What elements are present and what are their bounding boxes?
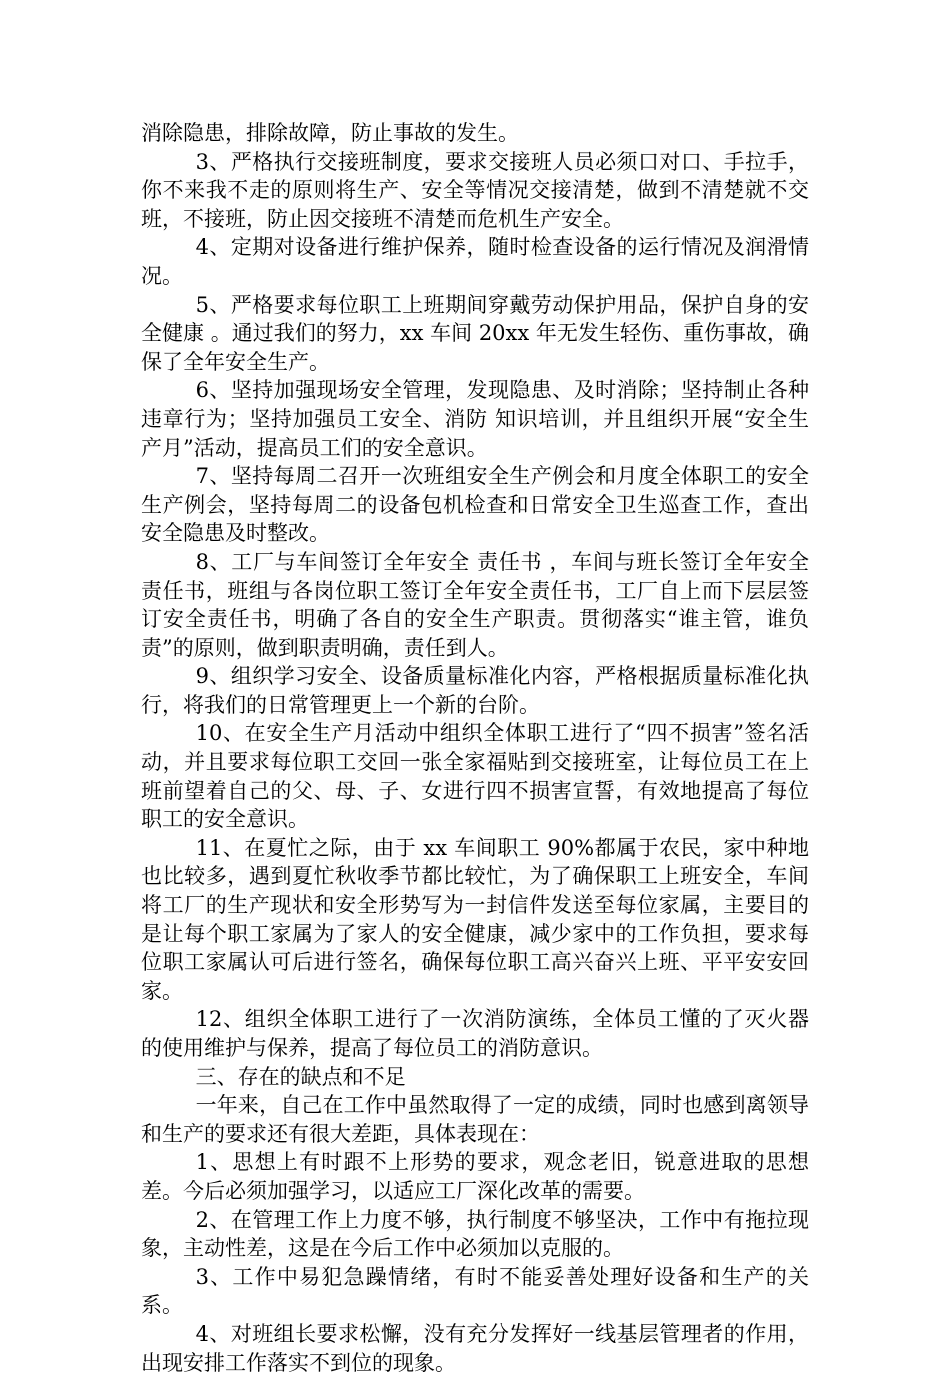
paragraph-8: 9、组织学习安全、设备质量标准化内容，严格根据质量标准化执行，将我们的日常管理更上一个新的台阶。 bbox=[141, 664, 809, 717]
paragraph-15: 2、在管理工作上力度不够，执行制度不够坚决，工作中有拖拉现象，主动性差，这是在今后工作中必须加以克服的。 bbox=[141, 1207, 809, 1261]
paragraph-3: 4、定期对设备进行维护保养，随时检查设备的运行情况及润滑情况。 bbox=[141, 235, 809, 288]
paragraph-16: 3、工作中易犯急躁情绪，有时不能妥善处理好设备和生产的关系。 bbox=[141, 1264, 809, 1318]
paragraph-1: 消除隐患，排除故障，防止事故的发生。 bbox=[141, 121, 519, 145]
paragraph-5: 6、坚持加强现场安全管理，发现隐患、及时消除；坚持制止各种违章行为；坚持加强员工安全、消防 知识培训，并且组织开展“安全生产月”活动，提高员工们的安全意识。 bbox=[141, 378, 809, 460]
document-page bbox=[141, 119, 809, 1377]
paragraph-6: 7、坚持每周二召开一次班组安全生产例会和月度全体职工的安全生产例会，坚持每周二的设备包机检查和日常安全卫生巡查工作，查出安全隐患及时整改。 bbox=[141, 464, 809, 546]
section-heading-shortcomings: 三、存在的缺点和不足 bbox=[195, 1064, 406, 1089]
paragraph-13: 一年来，自己在工作中虽然取得了一定的成绩，同时也感到离领导和生产的要求还有很大差距，具体表现在： bbox=[141, 1093, 809, 1146]
paragraph-14: 1、思想上有时跟不上形势的要求，观念老旧，锐意进取的思想差。今后必须加强学习，以适应工厂深化改革的需要。 bbox=[141, 1150, 809, 1203]
paragraph-7: 8、工厂与车间签订全年安全 责任书 ，车间与班长签订全年安全责任书，班组与各岗位职工签订全年安全责任书，工厂自上而下层层签订安全责任书，明确了各自的安全生产职责。贯彻落实“谁主管，谁负责”的原则，做到职责明确，责任到人。 bbox=[141, 549, 809, 660]
paragraph-4: 5、严格要求每位职工上班期间穿戴劳动保护用品，保护自身的安全健康 。通过我们的努力，xx 车间 20xx 年无发生轻伤、重伤事故，确保了全年安全生产。 bbox=[141, 292, 809, 374]
paragraph-2: 3、严格执行交接班制度，要求交接班人员必须口对口、手拉手，你不来我不走的原则将生产、安全等情况交接清楚，做到不清楚就不交班，不接班，防止因交接班不清楚而危机生产安全。 bbox=[141, 149, 809, 231]
paragraph-17: 4、对班组长要求松懈，没有充分发挥好一线基层管理者的作用，出现安排工作落实不到位的现象。 bbox=[141, 1321, 809, 1375]
paragraph-10: 11、在夏忙之际，由于 xx 车间职工 90%都属于农民，家中种地也比较多，遇到夏忙秋收季节都比较忙，为了确保职工上班安全，车间将工厂的生产现状和安全形势写为一封信件发送至每位家属，主要目的是让每个职工家属为了家人的安全健康，减少家中的工作负担，要求每位职工家属认可后进行签名，确保每位职工高兴奋兴上班、平平安安回家。 bbox=[141, 835, 809, 1003]
paragraph-11: 12、组织全体职工进行了一次消防演练，全体员工懂的了灭火器的使用维护与保养，提高了每位员工的消防意识。 bbox=[141, 1007, 809, 1060]
paragraph-9: 10、在安全生产月活动中组织全体职工进行了“四不损害”签名活动，并且要求每位职工交回一张全家福贴到交接班室，让每位员工在上班前望着自己的父、母、子、女进行四不损害宣誓，有效地提高了每位职工的安全意识。 bbox=[141, 721, 809, 832]
